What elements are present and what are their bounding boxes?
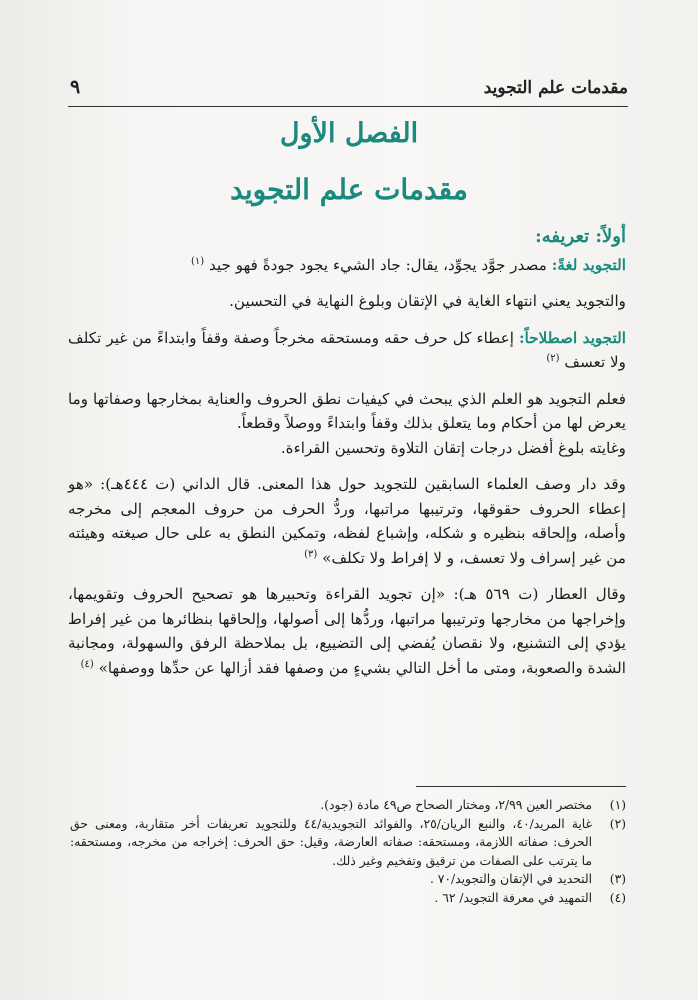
paragraph-goal: وغايته بلوغ أفضل درجات إتقان التلاوة وتحسين القراءة.: [280, 438, 626, 457]
paragraph-text: وقد دار وصف العلماء السابقين للتجويد حول هذا المعنى. قال الداني (ت ٤٤٤هـ): «هو إعطاء الحروف حقوقها، وترتيبها مراتبها، وردُّ الحرف من حروف المعجم إلى مخرجه وأصله، وإلحاقه بنظيره و شكله، وإشباع لفظه، وتمكين النطق به على حال صيغته وهيئته من غير إسراف ولا تعسف، و لا إفراط ولا تكلف»: [68, 475, 626, 567]
running-title: مقدمات علم التجويد: [483, 78, 628, 98]
spacer: [68, 277, 626, 289]
footnote-item: [70, 870, 626, 889]
footnote-item: [70, 815, 626, 871]
paragraph-text: إعطاء كل حرف حقه ومستحقه مخرجاً وصفة وقفاً وابتداءً من غير تكلف ولا تعسف: [68, 328, 626, 371]
spacer: [68, 460, 626, 472]
spacer: [68, 375, 626, 387]
footnote-text: مختصر العين ٢/٩٩، ومختار الصحاح ص٤٩ مادة (جود).: [320, 798, 592, 812]
chapter-title: مقدمات علم التجويد: [230, 173, 468, 206]
footnote-ref-3[interactable]: (٣): [304, 548, 318, 560]
footnote-item: [70, 796, 626, 815]
footnote-number: (٢): [609, 816, 626, 831]
spacer: [68, 314, 626, 326]
footnote-item: [70, 889, 626, 908]
footnotes: [70, 796, 626, 907]
paragraph-technical-definition: [68, 326, 626, 375]
footnote-ref-1[interactable]: (١): [190, 255, 205, 267]
main-text: [68, 225, 626, 680]
chapter-heading: الفصل الأول: [279, 118, 419, 149]
section-heading: أولاً: تعريفه:: [535, 226, 626, 247]
footnote-ref-2[interactable]: (٢): [546, 352, 560, 364]
footnote-number: (١): [609, 798, 626, 812]
page-number: ٩: [70, 76, 81, 98]
term-technical: التجويد اصطلاحاً:: [519, 328, 626, 347]
paragraph-meaning: والتجويد يعني انتهاء الغاية في الإتقان وبلوغ النهاية في التحسين.: [229, 292, 626, 310]
header-divider: [68, 106, 628, 107]
footnote-text: غاية المريد/٤٠، والنبع الريان/٢٥، والفوائد التجويدية/٤٤ وللتجويد تعريفات أخر متقاربة، ومعنى حق الحرف: صفاته اللازمة، ومستحقه: صفاته العارضة، وقيل: حق الحرف: إخراجه من مخرجه، ومستحقه: ما يترتب على الصفات من ترقيق وتفخيم وغير ذلك.: [70, 816, 592, 868]
footnote-number: (٣): [609, 872, 626, 886]
paragraph-dani-quote: [68, 472, 626, 570]
paragraph-attar-quote: [68, 582, 626, 680]
paragraph-text: مصدر جوَّد يجوِّد، يقال: جاد الشيء يجود جودةً فهو جيد: [204, 255, 552, 274]
footnote-text: التمهيد في معرفة التجويد/ ٦٢ .: [434, 890, 592, 905]
footnote-ref-4[interactable]: (٤): [80, 658, 94, 670]
footnote-number: (٤): [609, 890, 626, 905]
footnote-text: التحديد في الإتقان والتجويد/٧٠ .: [429, 872, 592, 886]
term-linguistic: التجويد لغةً:: [551, 255, 626, 274]
paragraph-text: وقال العطار (ت ٥٦٩ هـ): «إن تجويد القراءة وتحبيرها هو تصحيح الحروف وتقويمها، وإخراجها من مخارجها وترتيبها مراتبها، وردُّها إلى أصولها، وإلحاقها بنظائرها من غير إفراط يؤدي إلى التشنيع، ولا نقصان يُفضي إلى التضييع، بل بملاحظة الرفق والسهولة، ومجانبة الشدة والصعوبة، ومتى ما أخل التالي بشيءٍ من وصفها فقد أزالها عن حدِّها ووصفها»: [68, 585, 626, 677]
paragraph-science: فعلم التجويد هو العلم الذي يبحث في كيفيات نطق الحروف والعناية بمخارجها وصفاتها وما يعرض لها من أحكام وما يتعلق بذلك وقفاً وابتداءً ووصلاً وقطعاً.: [68, 389, 626, 432]
footnote-divider: [416, 786, 626, 787]
spacer: [68, 570, 626, 582]
paragraph-linguistic-definition: [68, 253, 626, 278]
page-header: [70, 76, 628, 102]
